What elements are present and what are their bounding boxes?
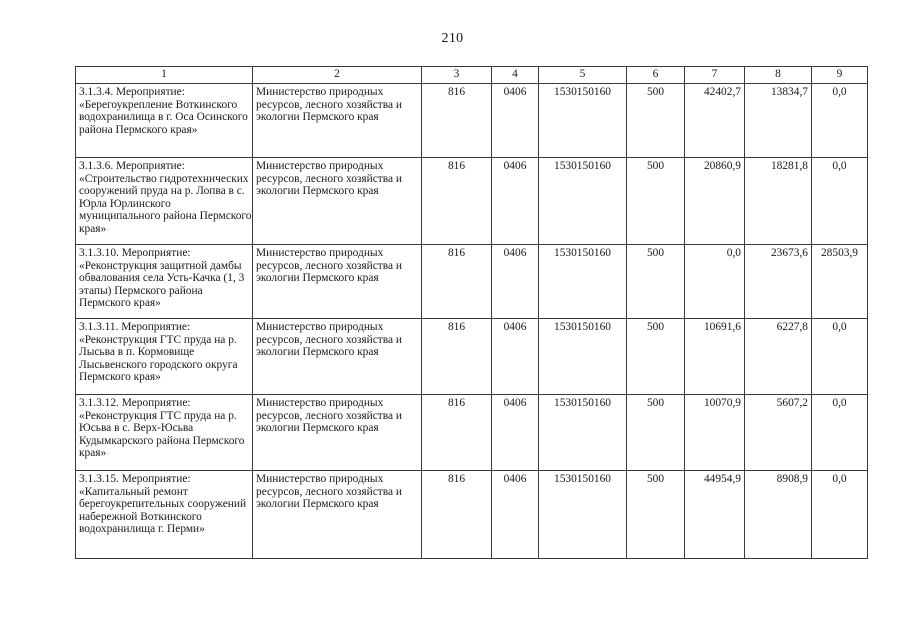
col4-cell: 0406 [492, 319, 539, 395]
executor-cell: Министерство природных ресурсов, лесного хозяйства и экологии Пермского края [253, 158, 422, 245]
col7-cell: 44954,9 [685, 471, 745, 559]
col3-cell: 816 [422, 471, 492, 559]
header-cell-4: 4 [492, 67, 539, 84]
executor-cell: Министерство природных ресурсов, лесного хозяйства и экологии Пермского края [253, 319, 422, 395]
header-cell-2: 2 [253, 67, 422, 84]
page-number: 210 [441, 31, 464, 46]
activity-name-cell [76, 84, 253, 158]
col6-cell: 500 [627, 245, 685, 319]
executor-cell: Министерство природных ресурсов, лесного хозяйства и экологии Пермского края [253, 245, 422, 319]
col4-cell: 0406 [492, 395, 539, 471]
col7-cell: 20860,9 [685, 158, 745, 245]
col5-cell: 1530150160 [539, 471, 627, 559]
col9-cell: 0,0 [812, 84, 868, 158]
col6-cell: 500 [627, 158, 685, 245]
col9-cell: 0,0 [812, 319, 868, 395]
col9-cell: 0,0 [812, 158, 868, 245]
col8-cell: 13834,7 [745, 84, 812, 158]
activity-name-cell [76, 471, 253, 559]
col3-cell: 816 [422, 245, 492, 319]
col3-cell: 816 [422, 158, 492, 245]
col5-cell: 1530150160 [539, 84, 627, 158]
col4-cell: 0406 [492, 84, 539, 158]
header-cell-8: 8 [745, 67, 812, 84]
header-cell-6: 6 [627, 67, 685, 84]
table-row [76, 471, 868, 559]
col7-cell: 10070,9 [685, 395, 745, 471]
col6-cell: 500 [627, 319, 685, 395]
col5-cell: 1530150160 [539, 245, 627, 319]
col3-cell: 816 [422, 84, 492, 158]
col4-cell: 0406 [492, 158, 539, 245]
col8-cell: 23673,6 [745, 245, 812, 319]
col8-cell: 18281,8 [745, 158, 812, 245]
col5-cell: 1530150160 [539, 319, 627, 395]
activity-name: 3.1.3.12. Мероприятие: «Реконструкция ГТС пруда на р. Юсьва в с. Верх-Юсьва Кудымкарского района Пермского края» [79, 397, 245, 460]
col8-cell: 5607,2 [745, 395, 812, 471]
activity-name: 3.1.3.10. Мероприятие: «Реконструкция защитной дамбы обвалования села Усть-Качка (1, 3 этапы) Пермского района Пермского края» [79, 247, 245, 310]
header-row [76, 67, 868, 84]
header-cell-5: 5 [539, 67, 627, 84]
col4-cell: 0406 [492, 471, 539, 559]
activity-name: 3.1.3.11. Мероприятие: «Реконструкция ГТС пруда на р. Лысьва в п. Кормовище Лысьвенского городского округа Пермского края» [79, 321, 238, 384]
table-row [76, 245, 868, 319]
table-row [76, 84, 868, 158]
executor-cell: Министерство природных ресурсов, лесного хозяйства и экологии Пермского края [253, 395, 422, 471]
activity-name-cell [76, 395, 253, 471]
executor-cell: Министерство природных ресурсов, лесного хозяйства и экологии Пермского края [253, 84, 422, 158]
header-cell-1: 1 [76, 67, 253, 84]
col6-cell: 500 [627, 471, 685, 559]
col9-cell: 0,0 [812, 395, 868, 471]
header-cell-3: 3 [422, 67, 492, 84]
table-row [76, 158, 868, 245]
col6-cell: 500 [627, 395, 685, 471]
col5-cell: 1530150160 [539, 158, 627, 245]
activity-name-cell [76, 245, 253, 319]
activity-name: 3.1.3.15. Мероприятие: «Капитальный ремонт берегоукрепительных сооружений набережной Воткинского водохранилища г. Перми» [79, 473, 247, 536]
col3-cell: 816 [422, 395, 492, 471]
col8-cell: 8908,9 [745, 471, 812, 559]
executor-cell: Министерство природных ресурсов, лесного хозяйства и экологии Пермского края [253, 471, 422, 559]
table-row [76, 319, 868, 395]
col3-cell: 816 [422, 319, 492, 395]
header-cell-7: 7 [685, 67, 745, 84]
table-row [76, 395, 868, 471]
activity-name-cell [76, 319, 253, 395]
header-cell-9: 9 [812, 67, 868, 84]
col6-cell: 500 [627, 84, 685, 158]
activity-name-cell [76, 158, 253, 245]
col5-cell: 1530150160 [539, 395, 627, 471]
col8-cell: 6227,8 [745, 319, 812, 395]
col7-cell: 0,0 [685, 245, 745, 319]
col7-cell: 10691,6 [685, 319, 745, 395]
col9-cell: 0,0 [812, 471, 868, 559]
budget-table [75, 66, 868, 559]
col9-cell: 28503,9 [812, 245, 868, 319]
col4-cell: 0406 [492, 245, 539, 319]
col7-cell: 42402,7 [685, 84, 745, 158]
activity-name: 3.1.3.4. Мероприятие: «Берегоукрепление Воткинского водохранилища в г. Оса Осинского района Пермского края» [79, 86, 248, 136]
activity-name: 3.1.3.6. Мероприятие: «Строительство гидротехнических сооружений пруда на р. Лопва в с. Юрла Юрлинского муниципального района Пермского края» [79, 160, 252, 235]
